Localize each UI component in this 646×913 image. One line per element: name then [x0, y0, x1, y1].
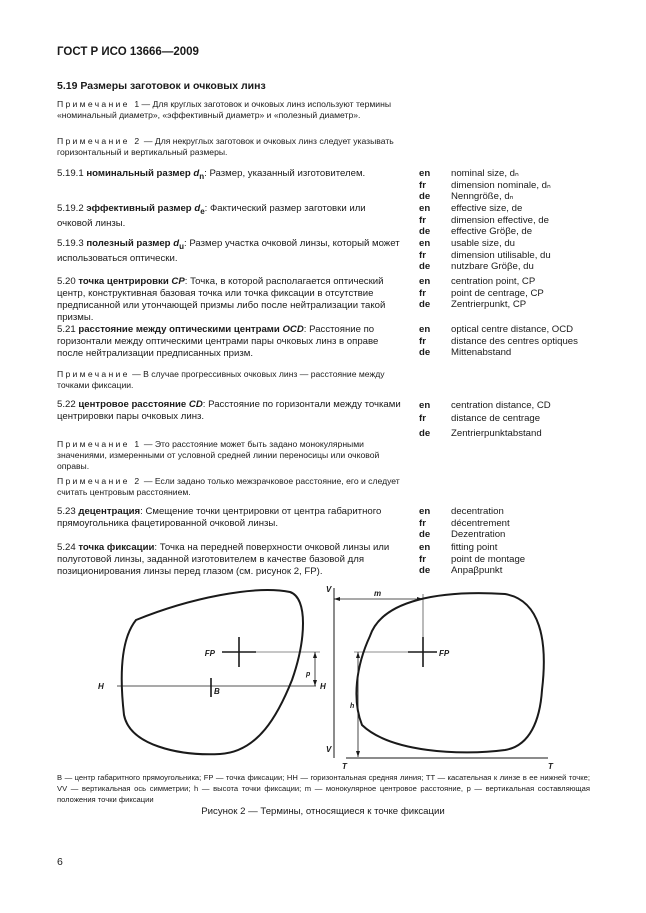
- page-number: 6: [57, 856, 63, 868]
- right-lens-outline: [356, 593, 543, 752]
- definition-5-19-2: 5.19.2 эффективный размер $d_e$: Фактический размер заготовки или очковой линзы.: [57, 203, 366, 229]
- h-arrow-bottom: [356, 751, 360, 757]
- figure-caption: B — центр габаритного прямоугольника; FP — точка фиксации; HH — горизонтальная средняя линия; TT — касательная к линзе в ее нижней точке; VV — вертикальная ось симметрии; h — высота точки фиксации; m — монокулярное центровое расстояние, p — вертикальная составляющая положения точки фиксации: [57, 773, 590, 804]
- note-text: — Для круглых заготовок и очковых линз используют термины «номинальный диаметр», «эффективный диаметр» и «полезный диаметр».: [57, 99, 391, 120]
- figure-title: Рисунок 2 — Термины, относящиеся к точке фиксации: [201, 806, 445, 817]
- note-text: — Если задано только межзрачковое расстояние, его и следует считать центровым расстоянием.: [57, 476, 400, 497]
- definition-5-24: 5.24 точка фиксации: Точка на передней поверхности очковой линзы или полуготовой линзы, заданной изготовителем в качестве базовой для позиционирования линзы перед глазом (см. рисунок 2, FP).: [57, 542, 390, 577]
- p-arrow-top: [313, 652, 317, 658]
- note-text: — В случае прогрессивных очковых линз — расстояние между точками фиксации.: [57, 369, 385, 390]
- definition-5-20: 5.20 точка центрировки CP: Точка, в которой располагается оптический центр, конструктивная базовая точка или точка фиксации в отсутствие предписанной или утончающей призмы либо после нейтрализации такой призмы.: [57, 276, 386, 323]
- translations-5-19-1: en nominal size, dₙ fr dimension nominale, dₙ de Nenngröße, dₙ: [419, 168, 551, 202]
- t-left-label: T: [342, 762, 347, 771]
- m-arrow-left: [334, 597, 340, 601]
- note-label: Примечание: [57, 369, 130, 379]
- h-right-label: H: [320, 682, 326, 691]
- left-fp-label: FP: [204, 649, 215, 658]
- t-right-label: T: [548, 762, 553, 771]
- translations-5-23: en decentration fr décentrement de Dezentration: [419, 506, 510, 540]
- p-label: p: [306, 671, 311, 678]
- definition-5-19-3: 5.19.3 полезный размер $d_u$: Размер участка очковой линзы, который может использоваться оптически.: [57, 238, 400, 264]
- v-top-label: V: [326, 585, 332, 594]
- m-label: m: [374, 589, 382, 598]
- h-left-label: H: [98, 682, 104, 691]
- section-title: 5.19 Размеры заготовок и очковых линз: [57, 80, 266, 92]
- translations-5-21: en optical centre distance, OCD fr distance des centres optiques de Mittenabstand: [419, 324, 578, 358]
- v-bottom-label: V: [326, 745, 332, 754]
- definition-5-22: 5.22 центровое расстояние CD: Расстояние по горизонтали между точками центрировки пары очковых линз.: [57, 399, 401, 422]
- h-arrow-top: [356, 652, 360, 658]
- b-label: B: [214, 687, 220, 696]
- note-text: — Для некруглых заготовок и очковых линз следует указывать горизонтальный и вертикальный размеры.: [57, 136, 394, 157]
- translations-5-19-3: en usable size, du fr dimension utilisable, du de nutzbare Gröβe, du: [419, 238, 551, 272]
- translations-5-19-2: en effective size, de fr dimension effective, de de effective Gröβe, de: [419, 203, 549, 237]
- definition-5-23: 5.23 децентрация: Смещение точки центрировки от центра габаритного прямоугольника фацетированной очковой линзы.: [57, 506, 382, 529]
- note-text: — Это расстояние может быть задано монокулярными значениями, измеренными от условной средней линии переносицы или очковой оправы.: [57, 439, 380, 471]
- note-label: Примечание 1: [57, 99, 142, 109]
- document-header: ГОСТ Р ИСО 13666—2009: [57, 46, 199, 58]
- translations-5-22: en centration distance, CD fr distance de centrage de Zentrierpunktabstand: [419, 400, 551, 439]
- definition-5-19-1: 5.19.1 номинальный размер $d_n$: Размер, указанный изготовителем.: [57, 168, 366, 181]
- note-label: Примечание 1: [57, 439, 142, 449]
- p-arrow-bottom: [313, 680, 317, 686]
- translations-5-20: en centration point, CP fr point de centrage, CP de Zentrierpunkt, CP: [419, 276, 544, 310]
- note-label: Примечание 2: [57, 476, 142, 486]
- definition-5-21: 5.21 расстояние между оптическими центрами OCD: Расстояние по горизонтали между оптическими центрами пары очковых линз в оправе после нейтрализации предписанных призм.: [57, 324, 379, 359]
- translations-5-24: en fitting point fr point de montage de Anpaβpunkt: [419, 542, 526, 576]
- note-label: Примечание 2: [57, 136, 142, 146]
- hh-label: h: [350, 703, 355, 710]
- left-lens-outline: [122, 590, 303, 754]
- right-fp-label: FP: [439, 649, 450, 658]
